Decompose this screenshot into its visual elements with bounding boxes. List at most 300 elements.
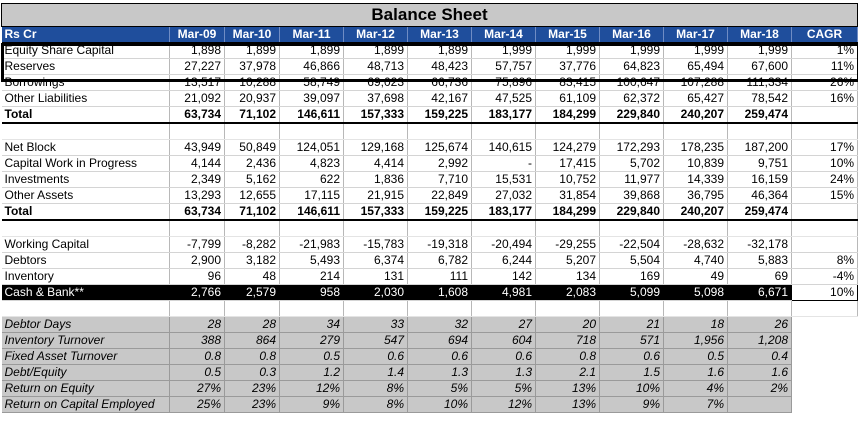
- cagr-cell: [792, 123, 858, 140]
- value-cell: -20,494: [472, 237, 536, 253]
- value-cell: 0.6: [408, 349, 472, 365]
- value-cell: [408, 220, 472, 237]
- cagr-cell: 15%: [792, 188, 858, 204]
- value-cell: 10,288: [225, 75, 280, 91]
- value-cell: [728, 220, 792, 237]
- value-cell: 23%: [225, 397, 280, 413]
- value-cell: 1,836: [344, 172, 408, 188]
- value-cell: 0.8: [225, 349, 280, 365]
- value-cell: 958: [280, 285, 344, 301]
- value-cell: 10,752: [536, 172, 600, 188]
- value-cell: 12,655: [225, 188, 280, 204]
- value-cell: 1,899: [344, 43, 408, 59]
- value-cell: 183,177: [472, 204, 536, 221]
- value-cell: 39,097: [280, 91, 344, 107]
- value-cell: 25%: [170, 397, 225, 413]
- value-cell: [472, 220, 536, 237]
- value-cell: 0.8: [170, 349, 225, 365]
- value-cell: [344, 301, 408, 317]
- cagr-cell: [792, 204, 858, 221]
- value-cell: 27,032: [472, 188, 536, 204]
- spacer-row: [2, 123, 858, 140]
- sheet-title: Balance Sheet: [2, 4, 858, 27]
- row-label: [2, 123, 170, 140]
- value-cell: 694: [408, 333, 472, 349]
- value-cell: 46,866: [280, 59, 344, 75]
- table-row: [2, 285, 858, 301]
- value-cell: 718: [536, 333, 600, 349]
- value-cell: 66,736: [408, 75, 472, 91]
- value-cell: 142: [472, 269, 536, 285]
- row-label: Borrowings: [2, 75, 170, 91]
- value-cell: 28: [170, 317, 225, 333]
- value-cell: 64,823: [600, 59, 664, 75]
- row-label: Debtor Days: [2, 317, 170, 333]
- value-cell: [472, 123, 536, 140]
- value-cell: 229,840: [600, 204, 664, 221]
- header-year-cell: Mar-18: [728, 27, 792, 43]
- value-cell: 4,981: [472, 285, 536, 301]
- value-cell: 16,159: [728, 172, 792, 188]
- value-cell: 13,517: [170, 75, 225, 91]
- value-cell: 37,776: [536, 59, 600, 75]
- value-cell: 57,757: [472, 59, 536, 75]
- value-cell: [600, 220, 664, 237]
- header-year-cell: Mar-12: [344, 27, 408, 43]
- value-cell: [472, 301, 536, 317]
- header-year-cell: Mar-17: [664, 27, 728, 43]
- value-cell: 279: [280, 333, 344, 349]
- cagr-cell: [792, 317, 858, 333]
- value-cell: 20: [536, 317, 600, 333]
- value-cell: 6,374: [344, 253, 408, 269]
- value-cell: 83,415: [536, 75, 600, 91]
- value-cell: -7,799: [170, 237, 225, 253]
- value-cell: 1.6: [664, 365, 728, 381]
- value-cell: 18: [664, 317, 728, 333]
- value-cell: 1,208: [728, 333, 792, 349]
- value-cell: 240,207: [664, 204, 728, 221]
- value-cell: [280, 123, 344, 140]
- value-cell: 7%: [664, 397, 728, 413]
- value-cell: -15,783: [344, 237, 408, 253]
- cagr-cell: [792, 381, 858, 397]
- value-cell: 111: [408, 269, 472, 285]
- value-cell: 50,849: [225, 140, 280, 156]
- value-cell: -28,632: [664, 237, 728, 253]
- value-cell: 47,525: [472, 91, 536, 107]
- value-cell: 42,167: [408, 91, 472, 107]
- value-cell: [170, 220, 225, 237]
- value-cell: 0.5: [280, 349, 344, 365]
- table-row: [2, 188, 858, 204]
- value-cell: 131: [344, 269, 408, 285]
- header-year-cell: Mar-16: [600, 27, 664, 43]
- value-cell: 111,334: [728, 75, 792, 91]
- value-cell: [600, 123, 664, 140]
- value-cell: 229,840: [600, 107, 664, 124]
- value-cell: [170, 123, 225, 140]
- value-cell: [728, 397, 792, 413]
- value-cell: 2%: [728, 381, 792, 397]
- value-cell: [536, 301, 600, 317]
- value-cell: 20,937: [225, 91, 280, 107]
- value-cell: 4,740: [664, 253, 728, 269]
- cagr-cell: 11%: [792, 59, 858, 75]
- value-cell: 7,710: [408, 172, 472, 188]
- value-cell: -32,178: [728, 237, 792, 253]
- value-cell: 604: [472, 333, 536, 349]
- value-cell: 36,795: [664, 188, 728, 204]
- value-cell: 21: [600, 317, 664, 333]
- row-label: Total: [2, 204, 170, 221]
- value-cell: 1,956: [664, 333, 728, 349]
- value-cell: 6,782: [408, 253, 472, 269]
- header-row: [2, 27, 858, 43]
- value-cell: 5,883: [728, 253, 792, 269]
- row-label: Equity Share Capital: [2, 43, 170, 59]
- value-cell: [225, 220, 280, 237]
- value-cell: 0.5: [664, 349, 728, 365]
- value-cell: 0.3: [225, 365, 280, 381]
- table-row: [2, 349, 858, 365]
- value-cell: 27: [472, 317, 536, 333]
- table-row: [2, 397, 858, 413]
- value-cell: -19,318: [408, 237, 472, 253]
- value-cell: 10,839: [664, 156, 728, 172]
- value-cell: 0.6: [344, 349, 408, 365]
- value-cell: -22,504: [600, 237, 664, 253]
- value-cell: 0.6: [472, 349, 536, 365]
- value-cell: 8%: [344, 381, 408, 397]
- value-cell: [280, 220, 344, 237]
- value-cell: 63,734: [170, 204, 225, 221]
- value-cell: 14,339: [664, 172, 728, 188]
- value-cell: 2,083: [536, 285, 600, 301]
- value-cell: 0.4: [728, 349, 792, 365]
- cagr-cell: 1%: [792, 43, 858, 59]
- cagr-cell: 16%: [792, 91, 858, 107]
- value-cell: 388: [170, 333, 225, 349]
- balance-sheet-table: [1, 3, 858, 413]
- value-cell: 61,109: [536, 91, 600, 107]
- value-cell: 178,235: [664, 140, 728, 156]
- row-label: Investments: [2, 172, 170, 188]
- value-cell: 214: [280, 269, 344, 285]
- value-cell: 3,182: [225, 253, 280, 269]
- value-cell: 46,364: [728, 188, 792, 204]
- value-cell: 140,615: [472, 140, 536, 156]
- value-cell: 12%: [472, 397, 536, 413]
- value-cell: 8%: [344, 397, 408, 413]
- table-row: [2, 91, 858, 107]
- table-row: [2, 317, 858, 333]
- table-row: [2, 365, 858, 381]
- cagr-cell: [792, 333, 858, 349]
- value-cell: -29,255: [536, 237, 600, 253]
- value-cell: 1.2: [280, 365, 344, 381]
- value-cell: [344, 220, 408, 237]
- cagr-cell: [792, 301, 858, 317]
- table-row: [2, 172, 858, 188]
- cagr-cell: 26%: [792, 75, 858, 91]
- value-cell: 6,671: [728, 285, 792, 301]
- value-cell: 159,225: [408, 204, 472, 221]
- value-cell: 5%: [472, 381, 536, 397]
- value-cell: 43,949: [170, 140, 225, 156]
- value-cell: 1.3: [472, 365, 536, 381]
- value-cell: 23%: [225, 381, 280, 397]
- value-cell: 2,579: [225, 285, 280, 301]
- value-cell: 13%: [536, 381, 600, 397]
- value-cell: 65,494: [664, 59, 728, 75]
- value-cell: 27,227: [170, 59, 225, 75]
- value-cell: 4,144: [170, 156, 225, 172]
- value-cell: 2,766: [170, 285, 225, 301]
- value-cell: 58,749: [280, 75, 344, 91]
- cagr-cell: 8%: [792, 253, 858, 269]
- row-label: Capital Work in Progress: [2, 156, 170, 172]
- row-label: Other Assets: [2, 188, 170, 204]
- row-label: Inventory Turnover: [2, 333, 170, 349]
- value-cell: 9%: [280, 397, 344, 413]
- value-cell: 2.1: [536, 365, 600, 381]
- table-row: [2, 253, 858, 269]
- row-label: [2, 301, 170, 317]
- value-cell: 49: [664, 269, 728, 285]
- value-cell: 1,999: [728, 43, 792, 59]
- value-cell: -21,983: [280, 237, 344, 253]
- value-cell: 1.3: [408, 365, 472, 381]
- table-row: [2, 333, 858, 349]
- value-cell: 9%: [600, 397, 664, 413]
- value-cell: [408, 301, 472, 317]
- value-cell: 0.5: [170, 365, 225, 381]
- value-cell: 100,647: [600, 75, 664, 91]
- value-cell: 13,293: [170, 188, 225, 204]
- table-row: [2, 75, 858, 91]
- table-row: [2, 237, 858, 253]
- row-label: Total: [2, 107, 170, 124]
- value-cell: 259,474: [728, 204, 792, 221]
- header-year-cell: Mar-09: [170, 27, 225, 43]
- value-cell: [170, 301, 225, 317]
- table-row: [2, 140, 858, 156]
- header-year-cell: Mar-14: [472, 27, 536, 43]
- value-cell: 125,674: [408, 140, 472, 156]
- cagr-cell: [792, 220, 858, 237]
- value-cell: 27%: [170, 381, 225, 397]
- row-label: Net Block: [2, 140, 170, 156]
- value-cell: 12%: [280, 381, 344, 397]
- value-cell: 13%: [536, 397, 600, 413]
- value-cell: 146,611: [280, 204, 344, 221]
- value-cell: 1,899: [408, 43, 472, 59]
- value-cell: 32: [408, 317, 472, 333]
- value-cell: [225, 123, 280, 140]
- value-cell: 5,207: [536, 253, 600, 269]
- value-cell: 6,244: [472, 253, 536, 269]
- table-row: [2, 107, 858, 124]
- value-cell: 69: [728, 269, 792, 285]
- value-cell: [408, 123, 472, 140]
- value-cell: 134: [536, 269, 600, 285]
- value-cell: 10%: [600, 381, 664, 397]
- value-cell: 5,162: [225, 172, 280, 188]
- value-cell: 48: [225, 269, 280, 285]
- value-cell: 48,713: [344, 59, 408, 75]
- value-cell: 157,333: [344, 204, 408, 221]
- value-cell: 1,999: [600, 43, 664, 59]
- value-cell: 4,414: [344, 156, 408, 172]
- value-cell: [728, 123, 792, 140]
- row-label: Fixed Asset Turnover: [2, 349, 170, 365]
- row-label: Cash & Bank**: [2, 285, 170, 301]
- value-cell: 124,051: [280, 140, 344, 156]
- value-cell: 2,436: [225, 156, 280, 172]
- value-cell: [344, 123, 408, 140]
- value-cell: 11,977: [600, 172, 664, 188]
- row-label: Working Capital: [2, 237, 170, 253]
- value-cell: 28: [225, 317, 280, 333]
- value-cell: 33: [344, 317, 408, 333]
- value-cell: 1,608: [408, 285, 472, 301]
- value-cell: 9,751: [728, 156, 792, 172]
- value-cell: 172,293: [600, 140, 664, 156]
- value-cell: 1,999: [664, 43, 728, 59]
- cagr-cell: [792, 349, 858, 365]
- value-cell: 187,200: [728, 140, 792, 156]
- value-cell: [664, 123, 728, 140]
- value-cell: 4,823: [280, 156, 344, 172]
- value-cell: 1.6: [728, 365, 792, 381]
- header-year-cell: Mar-11: [280, 27, 344, 43]
- value-cell: [664, 220, 728, 237]
- value-cell: 1.5: [600, 365, 664, 381]
- value-cell: 1,899: [225, 43, 280, 59]
- table-row: [2, 59, 858, 75]
- value-cell: 2,900: [170, 253, 225, 269]
- cagr-cell: 17%: [792, 140, 858, 156]
- value-cell: 37,698: [344, 91, 408, 107]
- value-cell: 1,999: [472, 43, 536, 59]
- value-cell: 0.6: [600, 349, 664, 365]
- row-label: Other Liabilities: [2, 91, 170, 107]
- value-cell: 4%: [664, 381, 728, 397]
- value-cell: 26: [728, 317, 792, 333]
- value-cell: 34: [280, 317, 344, 333]
- value-cell: 69,023: [344, 75, 408, 91]
- row-label: Inventory: [2, 269, 170, 285]
- value-cell: 124,279: [536, 140, 600, 156]
- value-cell: 67,600: [728, 59, 792, 75]
- value-cell: 5,493: [280, 253, 344, 269]
- value-cell: 39,868: [600, 188, 664, 204]
- cagr-cell: [792, 397, 858, 413]
- value-cell: 184,299: [536, 107, 600, 124]
- value-cell: 21,092: [170, 91, 225, 107]
- value-cell: 1.4: [344, 365, 408, 381]
- value-cell: 1,999: [536, 43, 600, 59]
- value-cell: 157,333: [344, 107, 408, 124]
- value-cell: [536, 123, 600, 140]
- value-cell: [225, 301, 280, 317]
- value-cell: 2,030: [344, 285, 408, 301]
- value-cell: [280, 301, 344, 317]
- value-cell: 2,349: [170, 172, 225, 188]
- value-cell: 71,102: [225, 204, 280, 221]
- table-row: [2, 204, 858, 221]
- value-cell: 5%: [408, 381, 472, 397]
- header-cagr-cell: CAGR: [792, 27, 858, 43]
- cagr-cell: [792, 107, 858, 124]
- value-cell: 240,207: [664, 107, 728, 124]
- value-cell: 48,423: [408, 59, 472, 75]
- value-cell: [728, 301, 792, 317]
- value-cell: 10%: [408, 397, 472, 413]
- value-cell: 0.8: [536, 349, 600, 365]
- value-cell: 107,288: [664, 75, 728, 91]
- value-cell: 5,098: [664, 285, 728, 301]
- table-row: [2, 43, 858, 59]
- row-label: Return on Capital Employed: [2, 397, 170, 413]
- value-cell: 547: [344, 333, 408, 349]
- value-cell: [536, 220, 600, 237]
- value-cell: 78,542: [728, 91, 792, 107]
- value-cell: 1,899: [280, 43, 344, 59]
- value-cell: 63,734: [170, 107, 225, 124]
- value-cell: 2,992: [408, 156, 472, 172]
- cagr-cell: [792, 365, 858, 381]
- value-cell: 21,915: [344, 188, 408, 204]
- row-label: [2, 220, 170, 237]
- header-year-cell: Mar-13: [408, 27, 472, 43]
- value-cell: 62,372: [600, 91, 664, 107]
- value-cell: 1,898: [170, 43, 225, 59]
- cagr-cell: -4%: [792, 269, 858, 285]
- table-row: [2, 269, 858, 285]
- value-cell: 129,168: [344, 140, 408, 156]
- row-label: Reserves: [2, 59, 170, 75]
- cagr-cell: 24%: [792, 172, 858, 188]
- value-cell: [600, 301, 664, 317]
- value-cell: 71,102: [225, 107, 280, 124]
- header-unit-cell: Rs Cr: [2, 27, 170, 43]
- table-row: [2, 381, 858, 397]
- table-row: [2, 156, 858, 172]
- value-cell: 183,177: [472, 107, 536, 124]
- value-cell: 864: [225, 333, 280, 349]
- value-cell: 5,504: [600, 253, 664, 269]
- value-cell: 5,702: [600, 156, 664, 172]
- row-label: Debt/Equity: [2, 365, 170, 381]
- value-cell: 146,611: [280, 107, 344, 124]
- spacer-row: [2, 220, 858, 237]
- row-label: Debtors: [2, 253, 170, 269]
- cagr-cell: 10%: [792, 156, 858, 172]
- value-cell: 75,896: [472, 75, 536, 91]
- value-cell: [664, 301, 728, 317]
- value-cell: 17,415: [536, 156, 600, 172]
- header-year-cell: Mar-10: [225, 27, 280, 43]
- value-cell: 15,531: [472, 172, 536, 188]
- title-row: [2, 4, 858, 27]
- value-cell: 159,225: [408, 107, 472, 124]
- value-cell: 5,099: [600, 285, 664, 301]
- value-cell: 169: [600, 269, 664, 285]
- value-cell: -8,282: [225, 237, 280, 253]
- value-cell: -: [472, 156, 536, 172]
